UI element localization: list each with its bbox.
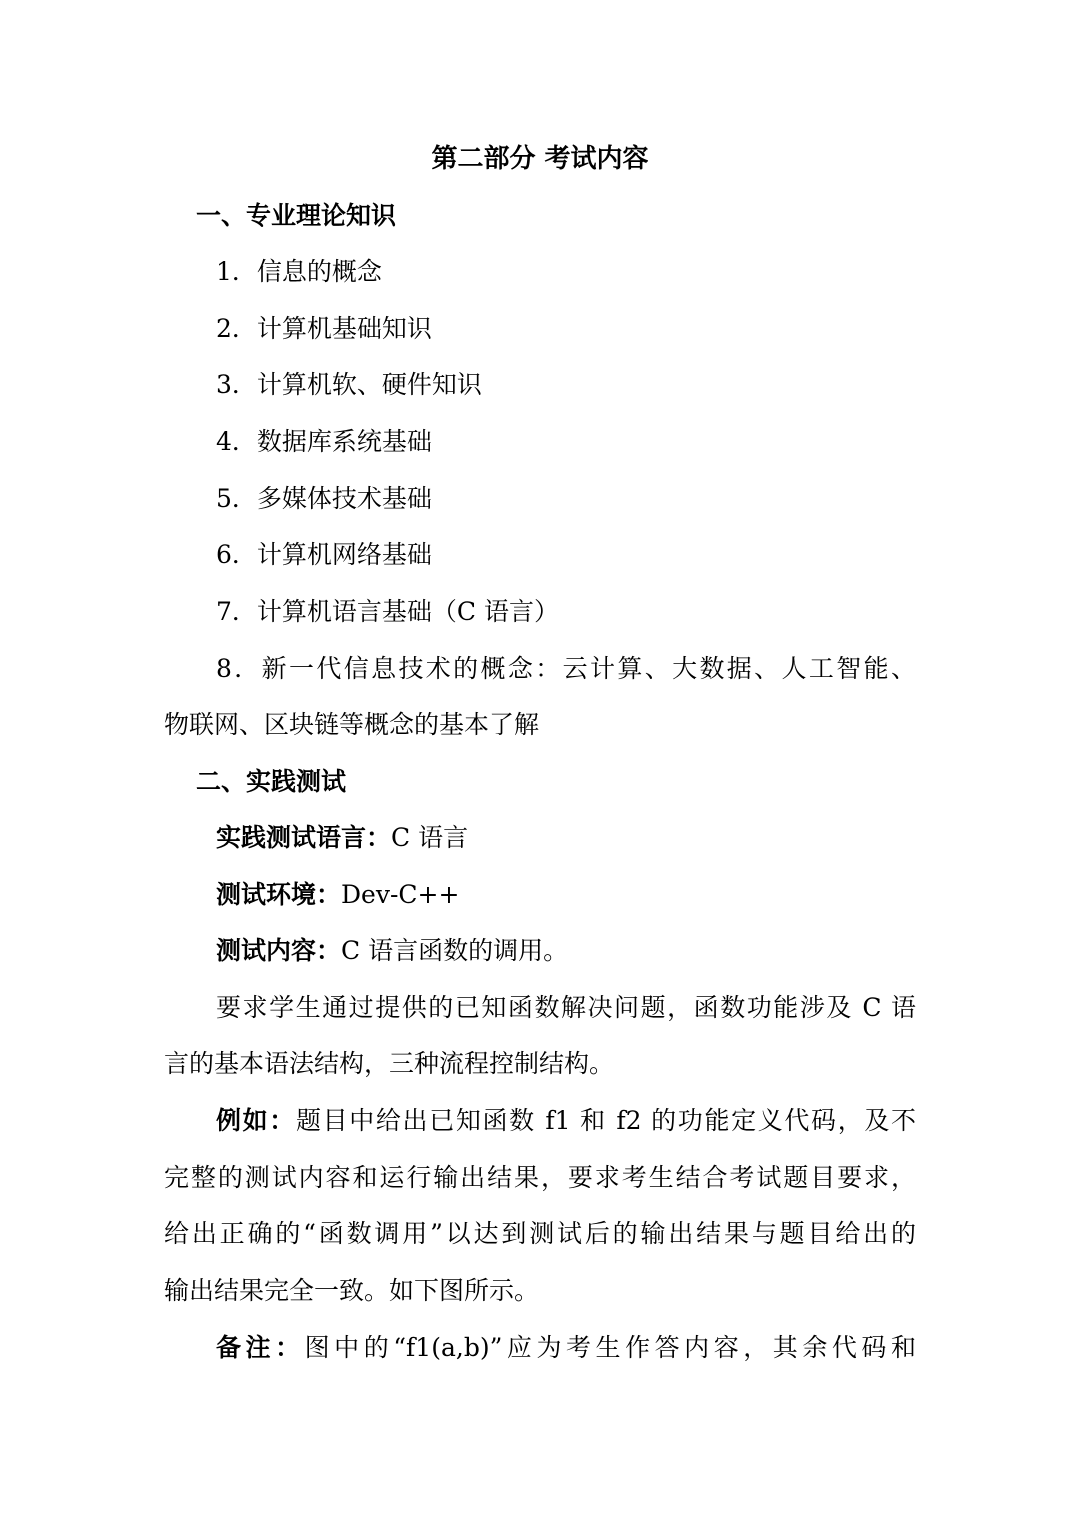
example-line3: 给出正确的“函数调用”以达到测试后的输出结果与题目给出的: [164, 1219, 916, 1248]
list-item: 1．信息的概念: [216, 257, 382, 286]
list-item: 4．数据库系统基础: [216, 427, 432, 456]
practice-language: [216, 818, 468, 858]
requirement-line1: 要求学生通过提供的已知函数解决问题，函数功能涉及 C 语: [216, 993, 916, 1022]
example-line2: 完整的测试内容和运行输出结果，要求考生结合考试题目要求，: [164, 1163, 916, 1192]
note-text: 图中的“f1(a,b)”应为考生作答内容，其余代码和: [304, 1333, 916, 1362]
test-content-value: C 语言函数的调用。: [341, 936, 569, 965]
list-item-8-line1: 8．新一代信息技术的概念：云计算、大数据、人工智能、: [216, 654, 916, 683]
list-item: 2．计算机基础知识: [216, 314, 432, 343]
example-line4: 输出结果完全一致。如下图所示。: [164, 1276, 540, 1305]
practice-language-value: C 语言: [391, 823, 469, 852]
test-environment-label: 测试环境：: [216, 880, 342, 909]
note-label: 备注：: [216, 1333, 305, 1362]
section-heading-theory: 一、专业理论知识: [196, 201, 397, 230]
test-content-label: 测试内容：: [216, 936, 342, 965]
page-title: 第二部分 考试内容: [431, 144, 649, 174]
list-item: 3．计算机软、硬件知识: [216, 370, 482, 399]
test-content: [216, 931, 568, 971]
example-line1: [216, 1101, 916, 1141]
list-item: 6．计算机网络基础: [216, 540, 432, 569]
example-text: 题目中给出已知函数 f1 和 f2 的功能定义代码，及不: [295, 1106, 916, 1135]
test-environment-value: Dev-C++: [341, 880, 460, 909]
test-environment: [216, 875, 459, 915]
example-label: 例如：: [216, 1106, 296, 1135]
note-line1: [216, 1328, 916, 1368]
requirement-line2: 言的基本语法结构，三种流程控制结构。: [164, 1049, 615, 1078]
section-heading-practice: 二、实践测试: [196, 767, 347, 796]
list-item-8-line2: 物联网、区块链等概念的基本了解: [164, 710, 540, 739]
list-item: 5．多媒体技术基础: [216, 484, 432, 513]
practice-language-label: 实践测试语言：: [216, 823, 392, 852]
list-item: 7．计算机语言基础（C 语言）: [216, 597, 559, 626]
